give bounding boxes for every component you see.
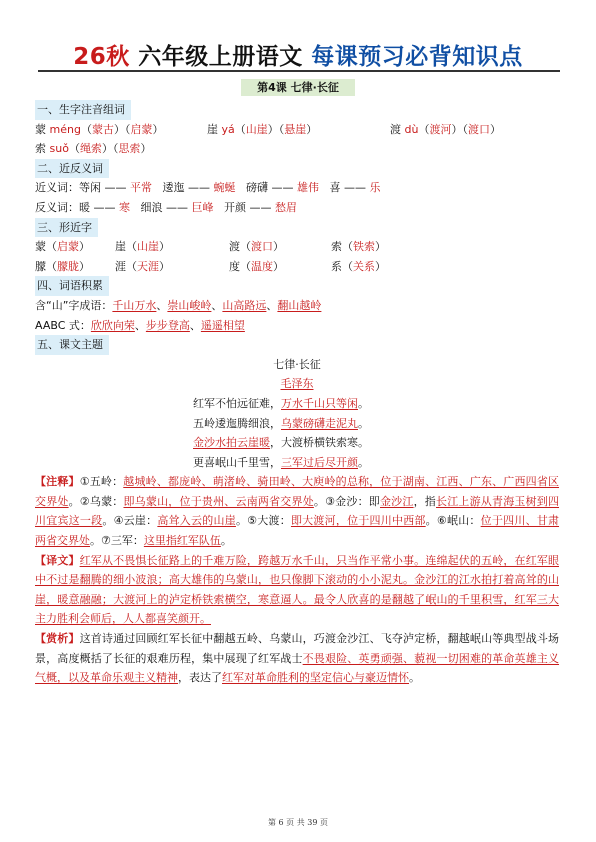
appreciation-tag: 【赏析】 — [35, 632, 80, 646]
char: 系 — [331, 259, 342, 273]
annotation-paragraph — [35, 472, 559, 550]
lesson-title: 第4课 七律·长征 — [241, 79, 355, 96]
poem-author: 毛泽东 — [280, 377, 314, 391]
word: 思索 — [118, 142, 141, 156]
char-row-1 — [35, 120, 559, 140]
section-2-title: 二、近反义词 — [35, 159, 109, 179]
word: 寒 — [119, 200, 130, 214]
highlight: 红军从不畏惧长征路上的千难万险，跨越万水千山，只当作平常小事。连绵起伏的五岭，在红军眼中不过是翻腾的细小波浪；高大雄伟的乌蒙山，也只像脚下滚动的小小泥丸。金沙江的江水拍打着高耸的山崖，暖意融融；大渡河上的泸定桥铁索横空，寒意逼人。最令人欣喜的是翻越了岷山的千里积雪，红军三大主力胜利会师后，人人都喜笑颜开。 — [35, 553, 559, 626]
separator: 、 — [211, 298, 223, 312]
dash: —— — [188, 181, 210, 195]
poem-line — [35, 394, 559, 414]
dash: —— — [249, 200, 272, 214]
similar-item: 崖（山崖） — [115, 240, 170, 254]
char: 渡 — [229, 240, 240, 254]
idiom: 崇山峻岭 — [167, 298, 212, 312]
section-3-title: 三、形近字 — [35, 218, 98, 238]
text: ，指 — [413, 494, 436, 508]
word: 蒙古 — [91, 122, 114, 136]
text: 这首诗通过回顾红军长征中翻越五岭、乌蒙山，巧渡金沙江、飞夺泸定桥，翻越岷山等典型战斗场景，高度概括了长征的艰难历程，集中展现了红军战士 — [35, 632, 559, 665]
word: 逶迤 — [162, 181, 185, 195]
word: 启蒙 — [57, 240, 79, 254]
word: 温度 — [251, 259, 273, 273]
text: ，表达了 — [178, 671, 222, 685]
similar-item: 度（温度） — [229, 259, 284, 273]
highlight: 越城岭、都庞岭、萌渚岭、骑田岭、大庾岭的总称，位于湖南、江西、广东、广西四省区交界处 — [35, 475, 560, 508]
word: 绳索 — [79, 142, 102, 156]
word: 渡口 — [467, 122, 490, 136]
synonym-label: 近义词： — [35, 181, 79, 195]
word: 渡河 — [429, 122, 452, 136]
char: 蒙 — [35, 240, 46, 254]
separator: 、 — [134, 318, 146, 332]
char: 索 — [331, 240, 342, 254]
highlight: 位于四川、甘肃两省交界处 — [35, 514, 560, 548]
similar-item: 渡（渡口） — [229, 240, 284, 254]
text: 。⑤大渡： — [235, 514, 291, 528]
word: 等闲 — [79, 181, 101, 195]
word: 暖 — [79, 200, 90, 214]
header-title — [0, 38, 596, 71]
char-entry-meng: 蒙 méng（蒙古）（启蒙） — [35, 122, 164, 136]
idiom: 步步登高 — [145, 318, 190, 332]
translation-tag: 【译文】 — [35, 553, 80, 567]
highlight: 即乌蒙山，位于贵州、云南两省交界处 — [123, 494, 314, 508]
char: 渡 — [390, 122, 401, 136]
line-text: ，大渡桥横铁索寒。 — [270, 436, 369, 450]
word: 铁索 — [353, 240, 375, 254]
similar-row-1 — [35, 237, 559, 257]
poem-line — [35, 433, 559, 453]
annotation-tag: 【注释】 — [35, 475, 80, 489]
highlight: 不畏艰险、英勇顽强、藐视一切困难的革命英雄主义气概，以及革命乐观主义精神 — [35, 651, 560, 685]
line-text: 红军不怕远征难， — [193, 396, 281, 410]
highlight: 金沙江 — [379, 494, 414, 508]
line-highlight: 金沙水拍云崖暖 — [193, 436, 270, 450]
word: 愁眉 — [275, 200, 297, 214]
separator: 、 — [266, 298, 278, 312]
poem-line — [35, 453, 559, 473]
highlight: 长江上游从青海玉树到四川宜宾这一段 — [35, 494, 560, 528]
poem-title: 七律·长征 — [273, 357, 321, 371]
section-4-title: 四、词语积累 — [35, 276, 109, 296]
page-header — [0, 38, 596, 71]
word: 雄伟 — [297, 181, 319, 195]
char: 崖 — [207, 122, 218, 136]
separator: 、 — [189, 318, 201, 332]
text: 。⑥岷山： — [425, 514, 481, 528]
shan-idioms-row — [35, 296, 559, 316]
similar-item: 索（铁索） — [331, 240, 386, 254]
text: 。⑦三军： — [90, 534, 144, 548]
poem-line — [35, 414, 559, 434]
line-text: 五岭逶迤腾细浪， — [193, 416, 281, 430]
antonym-row — [35, 198, 559, 218]
line-text: 。 — [358, 416, 369, 430]
highlight: 这里指红军队伍 — [143, 534, 221, 548]
text: 。 — [409, 671, 420, 685]
char-entry-suo: 索 suǒ（绳索）（思索） — [35, 142, 152, 156]
antonym-label: 反义词： — [35, 200, 79, 214]
word: 巨峰 — [191, 200, 214, 214]
word: 启蒙 — [130, 122, 153, 136]
highlight: 红军对革命胜利的坚定信心与豪迈情怀 — [222, 671, 409, 685]
idiom: 千山万水 — [112, 298, 157, 312]
text: 。 — [220, 534, 232, 548]
section-5-title: 五、课文主题 — [35, 335, 109, 355]
word: 磅礴 — [246, 181, 268, 195]
char-row-2 — [35, 139, 559, 159]
text: 。③金沙：即 — [313, 494, 380, 508]
word: 乐 — [369, 181, 381, 195]
text: 。④云崖： — [102, 514, 158, 528]
idiom: 山高路远 — [222, 298, 267, 312]
poem — [35, 355, 559, 473]
pinyin: suǒ — [49, 142, 69, 156]
header-term: 26秋 — [73, 44, 130, 70]
word: 悬崖 — [284, 122, 307, 136]
shan-idioms-label: 含“山”字成语： — [35, 298, 113, 312]
aabc-row — [35, 316, 559, 336]
aabc-label: AABC 式： — [35, 318, 91, 332]
separator: 、 — [156, 298, 168, 312]
char: 朦 — [35, 259, 46, 273]
line-text: 。 — [358, 396, 369, 410]
line-highlight: 乌蒙磅礴走泥丸 — [281, 416, 358, 430]
similar-item: 蒙（启蒙） — [35, 240, 90, 254]
char: 涯 — [115, 259, 126, 273]
text: ①五岭： — [79, 475, 124, 489]
word: 平常 — [130, 181, 152, 195]
similar-item: 系（关系） — [331, 259, 386, 273]
idiom: 遥遥相望 — [200, 318, 245, 332]
word: 细浪 — [140, 200, 163, 214]
line-text: 。 — [358, 455, 369, 469]
dash: —— — [344, 181, 366, 195]
pinyin: méng — [49, 122, 81, 136]
dash: —— — [166, 200, 188, 214]
dash: —— — [93, 200, 116, 214]
char: 度 — [229, 259, 240, 273]
idiom: 欣欣向荣 — [90, 318, 135, 332]
word: 天涯 — [137, 259, 159, 273]
word: 蜿蜒 — [213, 181, 236, 195]
dash: —— — [271, 181, 294, 195]
word: 喜 — [329, 181, 341, 195]
appreciation-paragraph — [35, 629, 559, 688]
char: 蒙 — [35, 122, 46, 136]
similar-row-2 — [35, 257, 559, 277]
similar-item: 涯（天涯） — [115, 259, 170, 273]
word: 朦胧 — [57, 259, 79, 273]
header-divider — [38, 70, 560, 72]
char-entry-du: 渡 dù（渡河）（渡口） — [390, 122, 501, 136]
idiom: 翻山越岭 — [277, 298, 322, 312]
dash: —— — [104, 181, 127, 195]
pinyin: dù — [404, 122, 419, 136]
word: 渡口 — [251, 240, 273, 254]
line-highlight: 三军过后尽开颜 — [281, 455, 358, 469]
similar-item: 朦（朦胧） — [35, 259, 90, 273]
highlight: 即大渡河，位于四川中西部 — [290, 514, 426, 528]
pinyin: yá — [221, 122, 235, 136]
word: 关系 — [353, 259, 375, 273]
char: 索 — [35, 142, 46, 156]
word: 开颜 — [224, 200, 246, 214]
header-grade: 六年级上册语文 — [138, 44, 303, 70]
translation-paragraph — [35, 551, 559, 629]
char: 崖 — [115, 240, 126, 254]
content — [35, 100, 559, 688]
section-1-title: 一、生字注音组词 — [35, 100, 131, 120]
line-text: 更喜岷山千里雪， — [193, 455, 281, 469]
header-subtitle: 每课预习必背知识点 — [311, 44, 523, 70]
line-highlight: 万水千山只等闲 — [281, 396, 358, 410]
word: 山崖 — [245, 122, 268, 136]
highlight: 高耸入云的山崖 — [157, 514, 236, 528]
synonym-row — [35, 178, 559, 198]
text: 。②乌蒙： — [68, 494, 124, 508]
word: 山崖 — [137, 240, 159, 254]
char-entry-ya: 崖 yá（山崖）（悬崖） — [207, 122, 318, 136]
page-footer: 第 6 页 共 39 页 — [268, 818, 328, 827]
